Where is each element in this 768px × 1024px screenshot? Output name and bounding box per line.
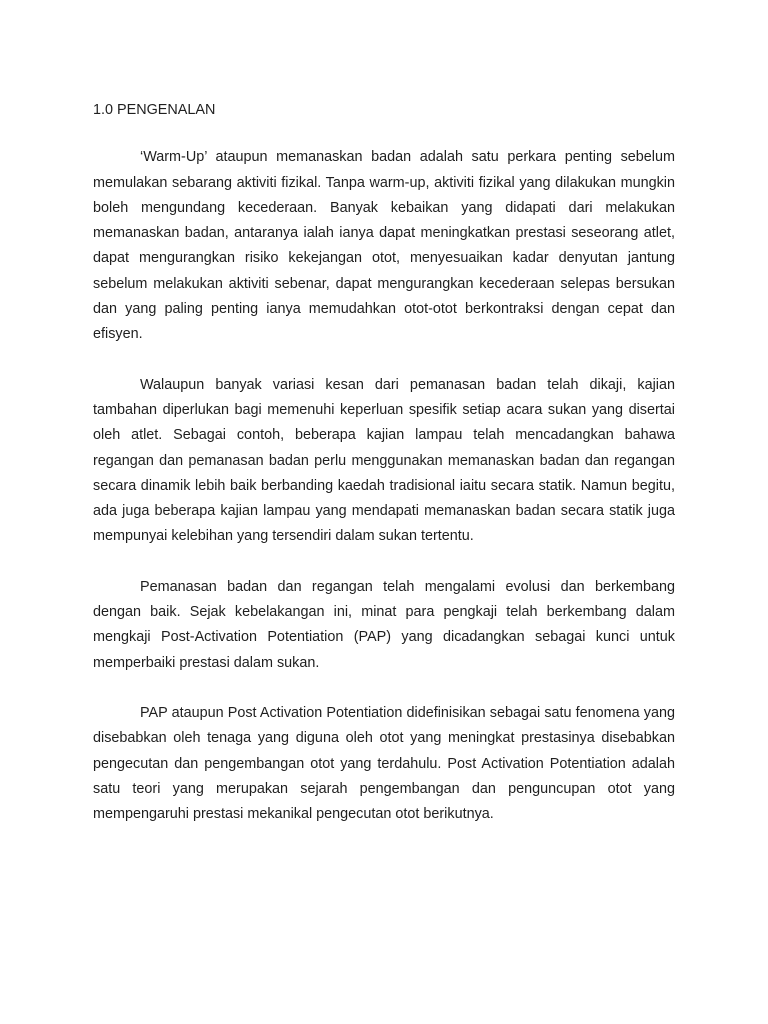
- paragraph-3: Pemanasan badan dan regangan telah mengalami evolusi dan berkembang dengan baik. Sejak kebelakangan ini, minat para pengkaji telah berkembang dalam mengkaji Post-Activation Potentiation (PAP) yang dicadangkan sebagai kunci untuk memperbaiki prestasi dalam sukan.: [93, 578, 675, 671]
- paragraph-1: ‘Warm-Up’ ataupun memanaskan badan adalah satu perkara penting sebelum memulakan sebarang aktiviti fizikal. Tanpa warm-up, aktiviti fizikal yang dilakukan mungkin boleh mengundang kecederaan. Banyak kebaikan yang didapati dari melakukan memanaskan badan, antaranya ialah ianya dapat meningkatkan prestasi seseorang atlet, dapat mengurangkan risiko kekejangan otot, menyesuaikan kadar denyutan jantung sebelum melakukan aktiviti sebenar, dapat mengurangkan kecederaan selepas bersukan dan yang paling penting ianya memudahkan otot-otot berkontraksi dengan cepat dan efisyen.: [93, 149, 675, 343]
- paragraph-2: Walaupun banyak variasi kesan dari pemanasan badan telah dikaji, kajian tambahan diperlukan bagi memenuhi keperluan spesifik setiap acara sukan yang disertai oleh atlet. Sebagai contoh, beberapa kajian lampau telah mencadangkan bahawa regangan dan pemanasan badan perlu menggunakan memanaskan badan dan regangan secara dinamik lebih baik berbanding kaedah tradisional iaitu secara statik. Namun begitu, ada juga beberapa kajian lampau yang mendapati memanaskan badan secara statik juga mempunyai kelebihan yang tersendiri dalam sukan tertentu.: [93, 376, 675, 545]
- paragraph-4: PAP ataupun Post Activation Potentiation didefinisikan sebagai satu fenomena yang disebabkan oleh tenaga yang diguna oleh otot yang meningkat prestasinya disebabkan pengecutan dan pengembangan otot yang terdahulu. Post Activation Potentiation adalah satu teori yang merupakan sejarah pengembangan dan penguncupan otot yang mempengaruhi prestasi mekanikal pengecutan otot berikutnya.: [93, 704, 675, 823]
- document-body: [93, 98, 675, 852]
- section-heading: 1.0 PENGENALAN: [93, 102, 216, 118]
